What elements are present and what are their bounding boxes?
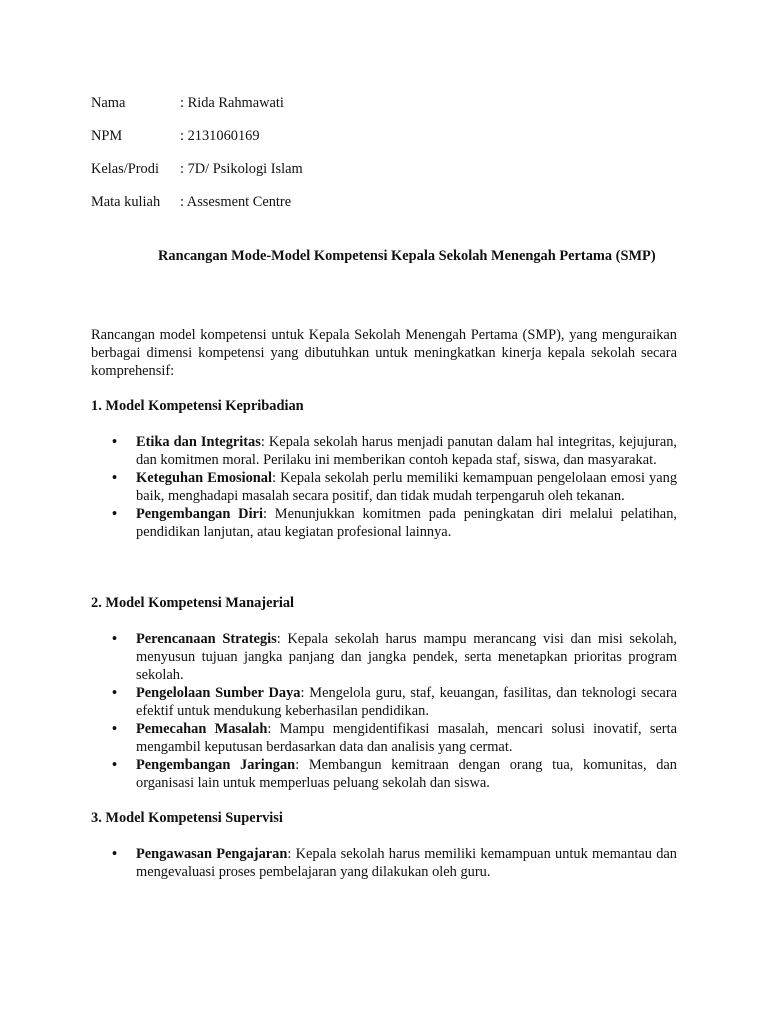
- item-term: Pengawasan Pengajaran: [136, 846, 288, 862]
- bullet-symbol: •: [112, 721, 118, 737]
- list-item: [91, 756, 677, 792]
- item-term: Pengembangan Diri: [136, 506, 263, 522]
- list-item: [91, 845, 677, 881]
- item-description: : Kepala sekolah harus mampu merancang visi dan misi sekolah, menyusun tujuan jangka panjang dan jangka pendek, serta menetapkan prioritas program sekolah.: [136, 631, 677, 683]
- list-item: [91, 505, 677, 541]
- meta-label: Mata kuliah: [91, 194, 161, 210]
- bullet-list-kepribadian: [91, 433, 677, 541]
- item-term: Pengelolaan Sumber Daya: [136, 685, 301, 701]
- bullet-list-supervisi: [91, 845, 677, 881]
- meta-row-mata-kuliah: [91, 193, 691, 211]
- meta-label: Nama: [91, 95, 126, 111]
- bullet-symbol: •: [112, 470, 118, 486]
- bullet-symbol: •: [112, 506, 118, 522]
- item-description: : Mampu mengidentifikasi masalah, mencari solusi inovatif, serta mengambil keputusan berdasarkan data dan analisis yang cermat.: [136, 721, 677, 755]
- bullet-symbol: •: [112, 434, 118, 450]
- meta-label: Kelas/Prodi: [91, 161, 159, 177]
- list-item: [91, 469, 677, 505]
- section-heading-kepribadian: 1. Model Kompetensi Kepribadian: [91, 398, 304, 414]
- bullet-symbol: •: [112, 757, 118, 773]
- item-description: : Kepala sekolah harus menjadi panutan dalam hal integritas, kejujuran, dan komitmen moral. Perilaku ini memberikan contoh kepada staf, siswa, dan masyarakat.: [136, 434, 677, 468]
- meta-value: : Rida Rahmawati: [180, 95, 284, 111]
- meta-label: NPM: [91, 128, 123, 144]
- item-description: : Menunjukkan komitmen pada peningkatan diri melalui pelatihan, pendidikan lanjutan, atau kegiatan profesional lainnya.: [136, 506, 677, 540]
- list-item: [91, 630, 677, 684]
- bullet-symbol: •: [112, 846, 118, 862]
- bullet-symbol: •: [112, 631, 118, 647]
- item-term: Etika dan Integritas: [136, 434, 261, 450]
- list-item: [91, 684, 677, 720]
- section-heading-supervisi: 3. Model Kompetensi Supervisi: [91, 810, 283, 826]
- meta-row-kelas-prodi: [91, 160, 691, 178]
- list-item: [91, 433, 677, 469]
- meta-value: : 7D/ Psikologi Islam: [180, 161, 303, 177]
- item-term: Pengembangan Jaringan: [136, 757, 296, 773]
- bullet-list-manajerial: [91, 630, 677, 792]
- meta-row-nama: [91, 94, 691, 112]
- item-term: Keteguhan Emosional: [136, 470, 273, 486]
- item-description: : Kepala sekolah perlu memiliki kemampuan pengelolaan emosi yang baik, menghadapi masalah secara positif, dan tidak mudah terpengaruh oleh tekanan.: [136, 470, 678, 504]
- document-title: Rancangan Mode-Model Kompetensi Kepala Sekolah Menengah Pertama (SMP): [158, 248, 656, 264]
- bullet-symbol: •: [112, 685, 118, 701]
- meta-value: : Assesment Centre: [180, 194, 292, 210]
- meta-value: : 2131060169: [180, 128, 260, 144]
- intro-paragraph: Rancangan model kompetensi untuk Kepala Sekolah Menengah Pertama (SMP), yang menguraikan berbagai dimensi kompetensi yang dibutuhkan untuk meningkatkan kinerja kepala sekolah secara komprehensif:: [91, 327, 677, 379]
- item-description: : Membangun kemitraan dengan orang tua, komunitas, dan organisasi lain untuk memperluas peluang sekolah dan siswa.: [136, 757, 677, 791]
- meta-row-npm: [91, 127, 691, 145]
- item-term: Pemecahan Masalah: [136, 721, 268, 737]
- list-item: [91, 720, 677, 756]
- item-term: Perencanaan Strategis: [136, 631, 277, 647]
- item-description: : Kepala sekolah harus memiliki kemampuan untuk memantau dan mengevaluasi proses pembelajaran yang dilakukan oleh guru.: [136, 846, 677, 880]
- item-description: : Mengelola guru, staf, keuangan, fasilitas, dan teknologi secara efektif untuk mendukung keberhasilan pendidikan.: [136, 685, 677, 719]
- section-heading-manajerial: 2. Model Kompetensi Manajerial: [91, 595, 295, 611]
